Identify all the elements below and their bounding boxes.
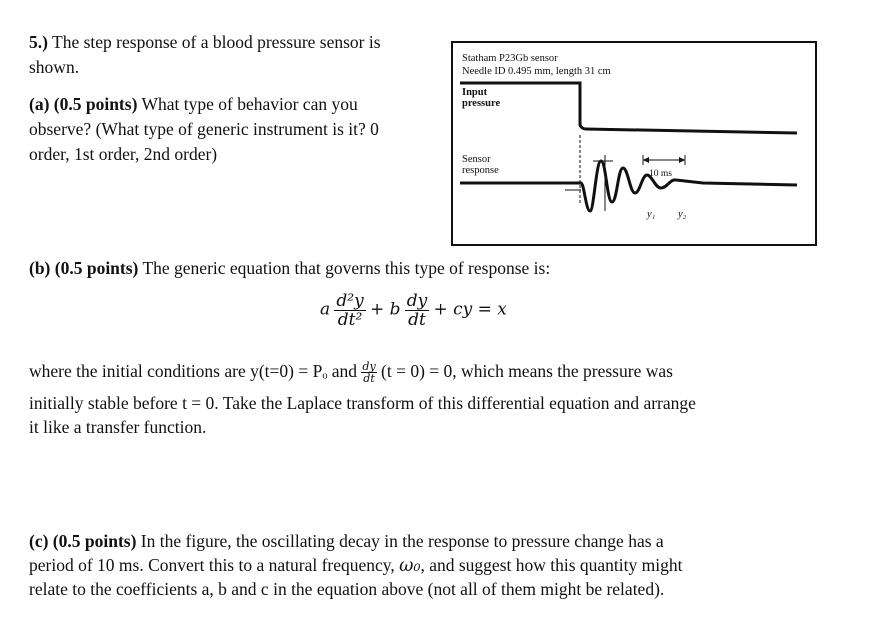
part-a-line1	[29, 93, 358, 115]
part-b-line3: it like a transfer function.	[29, 417, 207, 437]
part-b-line2: initially stable before t = 0. Take the Laplace transform of this differential equation and arrange	[29, 393, 696, 413]
figure-title-line2: Needle ID 0.495 mm, length 31 cm	[462, 66, 611, 77]
period-arrow-right	[679, 157, 685, 163]
part-b-label: (b) (0.5 points)	[29, 258, 139, 278]
eq-num2: dy	[406, 291, 428, 311]
question-intro-line1	[29, 31, 381, 53]
part-c-line2	[29, 554, 682, 577]
input-step-trace	[460, 83, 797, 133]
question-number: 5.)	[29, 32, 48, 52]
part-c-line2-suffix: , and suggest how this quantity might	[420, 555, 683, 575]
sensor-response-trace	[460, 161, 797, 211]
omega-symbol: ω₀	[399, 556, 421, 576]
input-pressure-label-line2: pressure	[462, 98, 501, 109]
figure-plot	[453, 43, 815, 244]
part-b-text: The generic equation that governs this type of response is:	[142, 258, 551, 278]
eq-first-derivative	[405, 292, 430, 329]
eq-num1: d²y	[336, 291, 364, 311]
part-a-text: What type of behavior can you	[141, 94, 358, 114]
where-frac-den: dt	[363, 372, 375, 386]
eq-second-derivative	[334, 292, 365, 329]
sensor-response-label-line2: response	[462, 165, 499, 176]
eq-rest: + cy = x	[433, 299, 507, 320]
period-arrow-left	[643, 157, 649, 163]
eq-den2: dt	[408, 310, 426, 330]
eq-den1: dt²	[337, 310, 363, 330]
part-b-where-line	[29, 360, 673, 384]
period-label: 10 ms	[649, 169, 672, 179]
where-derivative	[361, 361, 376, 384]
step-response-figure	[451, 41, 817, 246]
part-c-line3: relate to the coefficients a, b and c in the equation above (not all of them might be related).	[29, 579, 665, 599]
part-a-line2: observe? (What type of generic instrument is it? 0	[29, 119, 379, 139]
part-c-line2-prefix: period of 10 ms. Convert this to a natural frequency,	[29, 555, 395, 575]
y1-label: y₁	[647, 209, 656, 220]
part-a-line3: order, 1st order, 2nd order)	[29, 144, 218, 164]
part-c-label: (c) (0.5 points)	[29, 531, 137, 551]
eq-coef-a: a	[320, 299, 331, 320]
governing-equation	[320, 292, 507, 329]
question-intro-line2: shown.	[29, 57, 80, 77]
y2-label: y₂	[678, 209, 687, 220]
where-suffix: (t = 0) = 0, which means the pressure was	[381, 361, 673, 381]
where-frac-num: dy	[362, 360, 376, 374]
question-intro-text: The step response of a blood pressure sensor is	[52, 32, 381, 52]
input-pressure-label-line1: Input	[462, 87, 488, 98]
figure-title-line1: Statham P23Gb sensor	[462, 53, 558, 64]
sensor-response-label-line1: Sensor	[462, 154, 491, 165]
part-c-text: In the figure, the oscillating decay in the response to pressure change has a	[140, 531, 664, 551]
where-prefix: where the initial conditions are y(t=0) = Pₒ and	[29, 361, 358, 381]
part-b-line1	[29, 257, 550, 279]
part-a-label: (a) (0.5 points)	[29, 94, 138, 114]
eq-plus-b: + b	[369, 299, 401, 320]
part-c-line1	[29, 530, 664, 552]
